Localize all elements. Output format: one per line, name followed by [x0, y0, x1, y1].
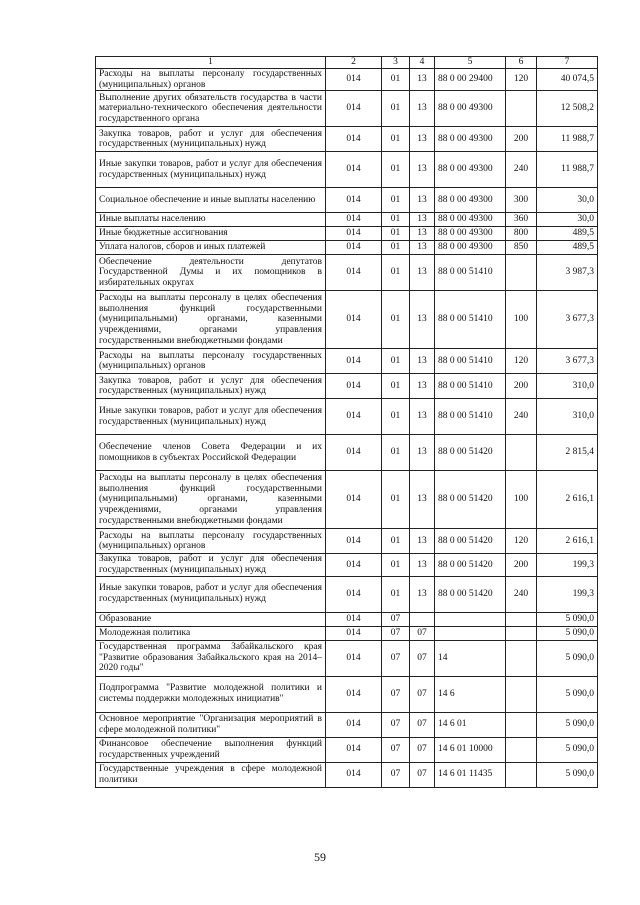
target-article-cell: 88 0 00 51420 [435, 554, 506, 576]
subsection-code-cell: 13 [410, 188, 435, 213]
subsection-code-cell: 13 [410, 349, 435, 374]
section-code-cell: 01 [382, 69, 410, 91]
ministry-code-cell: 014 [326, 241, 382, 255]
target-article-cell: 14 [435, 640, 506, 676]
ministry-code-cell: 014 [326, 612, 382, 626]
ministry-code-cell: 014 [326, 712, 382, 737]
target-article-cell: 88 0 00 51420 [435, 529, 506, 554]
subsection-code-cell: 13 [410, 213, 435, 227]
expense-type-cell: 120 [506, 349, 537, 374]
amount-cell: 5 090,0 [537, 626, 598, 640]
table-row [96, 529, 598, 554]
section-code-cell: 01 [382, 554, 410, 576]
expense-name-cell: Социальное обеспечение и иные выплаты населению [96, 188, 326, 213]
table-row [96, 227, 598, 241]
section-code-cell: 07 [382, 676, 410, 712]
table-row [96, 626, 598, 640]
table-row [96, 435, 598, 471]
table-row [96, 241, 598, 255]
section-code-cell: 07 [382, 737, 410, 762]
subsection-code-cell: 13 [410, 529, 435, 554]
ministry-code-cell: 014 [326, 69, 382, 91]
section-code-cell: 01 [382, 188, 410, 213]
ministry-code-cell: 014 [326, 399, 382, 435]
expense-type-cell: 240 [506, 576, 537, 612]
expense-type-cell [506, 91, 537, 127]
amount-cell: 199,3 [537, 554, 598, 576]
subsection-code-cell: 13 [410, 91, 435, 127]
table-row [96, 640, 598, 676]
expense-name-cell: Расходы на выплаты персоналу государственных (муниципальных) органов [96, 529, 326, 554]
table-row [96, 213, 598, 227]
section-code-cell: 01 [382, 291, 410, 349]
amount-cell: 5 090,0 [537, 676, 598, 712]
subsection-code-cell [410, 612, 435, 626]
expense-name-cell: Иные бюджетные ассигнования [96, 227, 326, 241]
ministry-code-cell: 014 [326, 255, 382, 291]
expense-name-cell: Государственная программа Забайкальского края "Развитие образования Забайкальского края на 2014–2020 годы" [96, 640, 326, 676]
amount-cell: 2 815,4 [537, 435, 598, 471]
section-code-cell: 07 [382, 712, 410, 737]
amount-cell: 5 090,0 [537, 737, 598, 762]
expense-name-cell: Молодежная политика [96, 626, 326, 640]
section-code-cell: 01 [382, 349, 410, 374]
expense-name-cell: Образование [96, 612, 326, 626]
section-code-cell: 01 [382, 91, 410, 127]
page-number: 59 [314, 850, 326, 864]
expense-name-cell: Обеспечение деятельности депутатов Государственной Думы и их помощников в избирательных округах [96, 255, 326, 291]
header-cell-4: 4 [410, 57, 435, 69]
expense-type-cell: 800 [506, 227, 537, 241]
table-row [96, 291, 598, 349]
expense-type-cell: 360 [506, 213, 537, 227]
expense-type-cell: 240 [506, 399, 537, 435]
header-cell-7: 7 [537, 57, 598, 69]
subsection-code-cell: 13 [410, 152, 435, 188]
target-article-cell: 88 0 00 51420 [435, 435, 506, 471]
expense-name-cell: Выполнение других обязательств государства в части материально-технического обеспечения деятельности государственного органа [96, 91, 326, 127]
target-article-cell: 88 0 00 49300 [435, 241, 506, 255]
target-article-cell: 88 0 00 51410 [435, 374, 506, 399]
ministry-code-cell: 014 [326, 188, 382, 213]
section-code-cell: 07 [382, 762, 410, 787]
table-row [96, 737, 598, 762]
amount-cell: 3 677,3 [537, 291, 598, 349]
table-row [96, 188, 598, 213]
expense-name-cell: Иные выплаты населению [96, 213, 326, 227]
table-row [96, 676, 598, 712]
subsection-code-cell: 13 [410, 554, 435, 576]
table-row [96, 612, 598, 626]
subsection-code-cell: 13 [410, 576, 435, 612]
target-article-cell: 88 0 00 49300 [435, 127, 506, 152]
expense-name-cell: Иные закупки товаров, работ и услуг для обеспечения государственных (муниципальных) нужд [96, 576, 326, 612]
expense-name-cell: Расходы на выплаты персоналу в целях обеспечения выполнения функций государственными (муниципальными) органами, казенными учреждениями, органами управления государственными внебюджетными фондами [96, 291, 326, 349]
ministry-code-cell: 014 [326, 152, 382, 188]
section-code-cell: 01 [382, 435, 410, 471]
table-row [96, 712, 598, 737]
subsection-code-cell: 13 [410, 291, 435, 349]
table-row [96, 69, 598, 91]
section-code-cell: 01 [382, 213, 410, 227]
ministry-code-cell: 014 [326, 626, 382, 640]
expense-type-cell: 100 [506, 291, 537, 349]
subsection-code-cell: 07 [410, 626, 435, 640]
expense-name-cell: Уплата налогов, сборов и иных платежей [96, 241, 326, 255]
target-article-cell [435, 626, 506, 640]
target-article-cell: 14 6 01 10000 [435, 737, 506, 762]
section-code-cell: 01 [382, 471, 410, 529]
table-row [96, 374, 598, 399]
header-cell-2: 2 [326, 57, 382, 69]
target-article-cell: 88 0 00 51410 [435, 349, 506, 374]
table-row [96, 762, 598, 787]
target-article-cell: 88 0 00 29400 [435, 69, 506, 91]
amount-cell: 2 616,1 [537, 529, 598, 554]
expense-type-cell [506, 676, 537, 712]
expense-type-cell: 240 [506, 152, 537, 188]
expense-name-cell: Иные закупки товаров, работ и услуг для обеспечения государственных (муниципальных) нужд [96, 152, 326, 188]
expense-type-cell: 200 [506, 554, 537, 576]
amount-cell: 199,3 [537, 576, 598, 612]
expense-type-cell: 120 [506, 529, 537, 554]
table-row [96, 127, 598, 152]
expense-name-cell: Государственные учреждения в сфере молодежной политики [96, 762, 326, 787]
subsection-code-cell: 13 [410, 69, 435, 91]
expense-type-cell [506, 626, 537, 640]
section-code-cell: 07 [382, 640, 410, 676]
subsection-code-cell: 13 [410, 227, 435, 241]
target-article-cell: 88 0 00 49300 [435, 188, 506, 213]
amount-cell: 3 677,3 [537, 349, 598, 374]
ministry-code-cell: 014 [326, 374, 382, 399]
subsection-code-cell: 13 [410, 435, 435, 471]
ministry-code-cell: 014 [326, 640, 382, 676]
ministry-code-cell: 014 [326, 213, 382, 227]
ministry-code-cell: 014 [326, 676, 382, 712]
ministry-code-cell: 014 [326, 91, 382, 127]
expense-type-cell: 200 [506, 127, 537, 152]
ministry-code-cell: 014 [326, 291, 382, 349]
header-row [96, 57, 598, 69]
section-code-cell: 01 [382, 529, 410, 554]
expense-name-cell: Подпрограмма "Развитие молодежной политики и системы поддержки молодежных инициатив" [96, 676, 326, 712]
amount-cell: 2 616,1 [537, 471, 598, 529]
budget-table [95, 56, 598, 788]
subsection-code-cell: 13 [410, 255, 435, 291]
expense-type-cell [506, 640, 537, 676]
amount-cell: 310,0 [537, 374, 598, 399]
amount-cell: 489,5 [537, 227, 598, 241]
table-row [96, 349, 598, 374]
expense-name-cell: Расходы на выплаты персоналу государственных (муниципальных) органов [96, 349, 326, 374]
section-code-cell: 01 [382, 127, 410, 152]
subsection-code-cell: 07 [410, 640, 435, 676]
amount-cell: 5 090,0 [537, 762, 598, 787]
amount-cell: 30,0 [537, 213, 598, 227]
amount-cell: 11 988,7 [537, 152, 598, 188]
amount-cell: 11 988,7 [537, 127, 598, 152]
subsection-code-cell: 07 [410, 762, 435, 787]
expense-type-cell [506, 737, 537, 762]
section-code-cell: 01 [382, 255, 410, 291]
expense-name-cell: Финансовое обеспечение выполнения функций государственных учреждений [96, 737, 326, 762]
ministry-code-cell: 014 [326, 576, 382, 612]
target-article-cell: 88 0 00 49300 [435, 152, 506, 188]
expense-type-cell: 200 [506, 374, 537, 399]
subsection-code-cell: 13 [410, 471, 435, 529]
target-article-cell: 14 6 01 [435, 712, 506, 737]
target-article-cell: 88 0 00 51420 [435, 576, 506, 612]
subsection-code-cell: 07 [410, 712, 435, 737]
subsection-code-cell: 13 [410, 127, 435, 152]
expense-name-cell: Основное мероприятие "Организация мероприятий в сфере молодежной политики" [96, 712, 326, 737]
target-article-cell: 88 0 00 49300 [435, 213, 506, 227]
expense-name-cell: Расходы на выплаты персоналу государственных (муниципальных) органов [96, 69, 326, 91]
amount-cell: 489,5 [537, 241, 598, 255]
ministry-code-cell: 014 [326, 762, 382, 787]
header-cell-6: 6 [506, 57, 537, 69]
table-row [96, 471, 598, 529]
table-row [96, 576, 598, 612]
target-article-cell: 14 6 01 11435 [435, 762, 506, 787]
target-article-cell: 88 0 00 51410 [435, 291, 506, 349]
subsection-code-cell: 13 [410, 241, 435, 255]
expense-name-cell: Закупка товаров, работ и услуг для обеспечения государственных (муниципальных) нужд [96, 127, 326, 152]
amount-cell: 5 090,0 [537, 712, 598, 737]
subsection-code-cell: 13 [410, 374, 435, 399]
section-code-cell: 01 [382, 374, 410, 399]
target-article-cell: 88 0 00 51420 [435, 471, 506, 529]
expense-type-cell: 120 [506, 69, 537, 91]
target-article-cell: 88 0 00 51410 [435, 255, 506, 291]
expense-name-cell: Иные закупки товаров, работ и услуг для обеспечения государственных (муниципальных) нужд [96, 399, 326, 435]
header-cell-1: 1 [96, 57, 326, 69]
expense-name-cell: Закупка товаров, работ и услуг для обеспечения государственных (муниципальных) нужд [96, 374, 326, 399]
section-code-cell: 01 [382, 576, 410, 612]
header-cell-5: 5 [435, 57, 506, 69]
ministry-code-cell: 014 [326, 471, 382, 529]
subsection-code-cell: 07 [410, 676, 435, 712]
subsection-code-cell: 07 [410, 737, 435, 762]
amount-cell: 3 987,3 [537, 255, 598, 291]
table-row [96, 255, 598, 291]
expense-type-cell [506, 612, 537, 626]
amount-cell: 5 090,0 [537, 612, 598, 626]
expense-type-cell [506, 255, 537, 291]
target-article-cell: 14 6 [435, 676, 506, 712]
amount-cell: 5 090,0 [537, 640, 598, 676]
amount-cell: 30,0 [537, 188, 598, 213]
ministry-code-cell: 014 [326, 435, 382, 471]
expense-name-cell: Закупка товаров, работ и услуг для обеспечения государственных (муниципальных) нужд [96, 554, 326, 576]
target-article-cell [435, 612, 506, 626]
ministry-code-cell: 014 [326, 127, 382, 152]
target-article-cell: 88 0 00 49300 [435, 91, 506, 127]
ministry-code-cell: 014 [326, 554, 382, 576]
expense-name-cell: Обеспечение членов Совета Федерации и их помощников в субъектах Российской Федерации [96, 435, 326, 471]
table-row [96, 91, 598, 127]
expense-type-cell: 100 [506, 471, 537, 529]
ministry-code-cell: 014 [326, 227, 382, 241]
section-code-cell: 01 [382, 152, 410, 188]
section-code-cell: 01 [382, 227, 410, 241]
table-body [96, 69, 598, 788]
expense-type-cell: 850 [506, 241, 537, 255]
section-code-cell: 01 [382, 399, 410, 435]
expense-type-cell [506, 712, 537, 737]
amount-cell: 310,0 [537, 399, 598, 435]
expense-type-cell: 300 [506, 188, 537, 213]
subsection-code-cell: 13 [410, 399, 435, 435]
section-code-cell: 07 [382, 626, 410, 640]
table-row [96, 399, 598, 435]
target-article-cell: 88 0 00 51410 [435, 399, 506, 435]
section-code-cell: 01 [382, 241, 410, 255]
section-code-cell: 07 [382, 612, 410, 626]
expense-type-cell [506, 435, 537, 471]
ministry-code-cell: 014 [326, 737, 382, 762]
ministry-code-cell: 014 [326, 349, 382, 374]
amount-cell: 12 508,2 [537, 91, 598, 127]
target-article-cell: 88 0 00 49300 [435, 227, 506, 241]
expense-type-cell [506, 762, 537, 787]
ministry-code-cell: 014 [326, 529, 382, 554]
header-cell-3: 3 [382, 57, 410, 69]
amount-cell: 40 074,5 [537, 69, 598, 91]
table-row [96, 152, 598, 188]
expense-name-cell: Расходы на выплаты персоналу в целях обеспечения выполнения функций государственными (муниципальными) органами, казенными учреждениями, органами управления государственными внебюджетными фондами [96, 471, 326, 529]
table-row [96, 554, 598, 576]
